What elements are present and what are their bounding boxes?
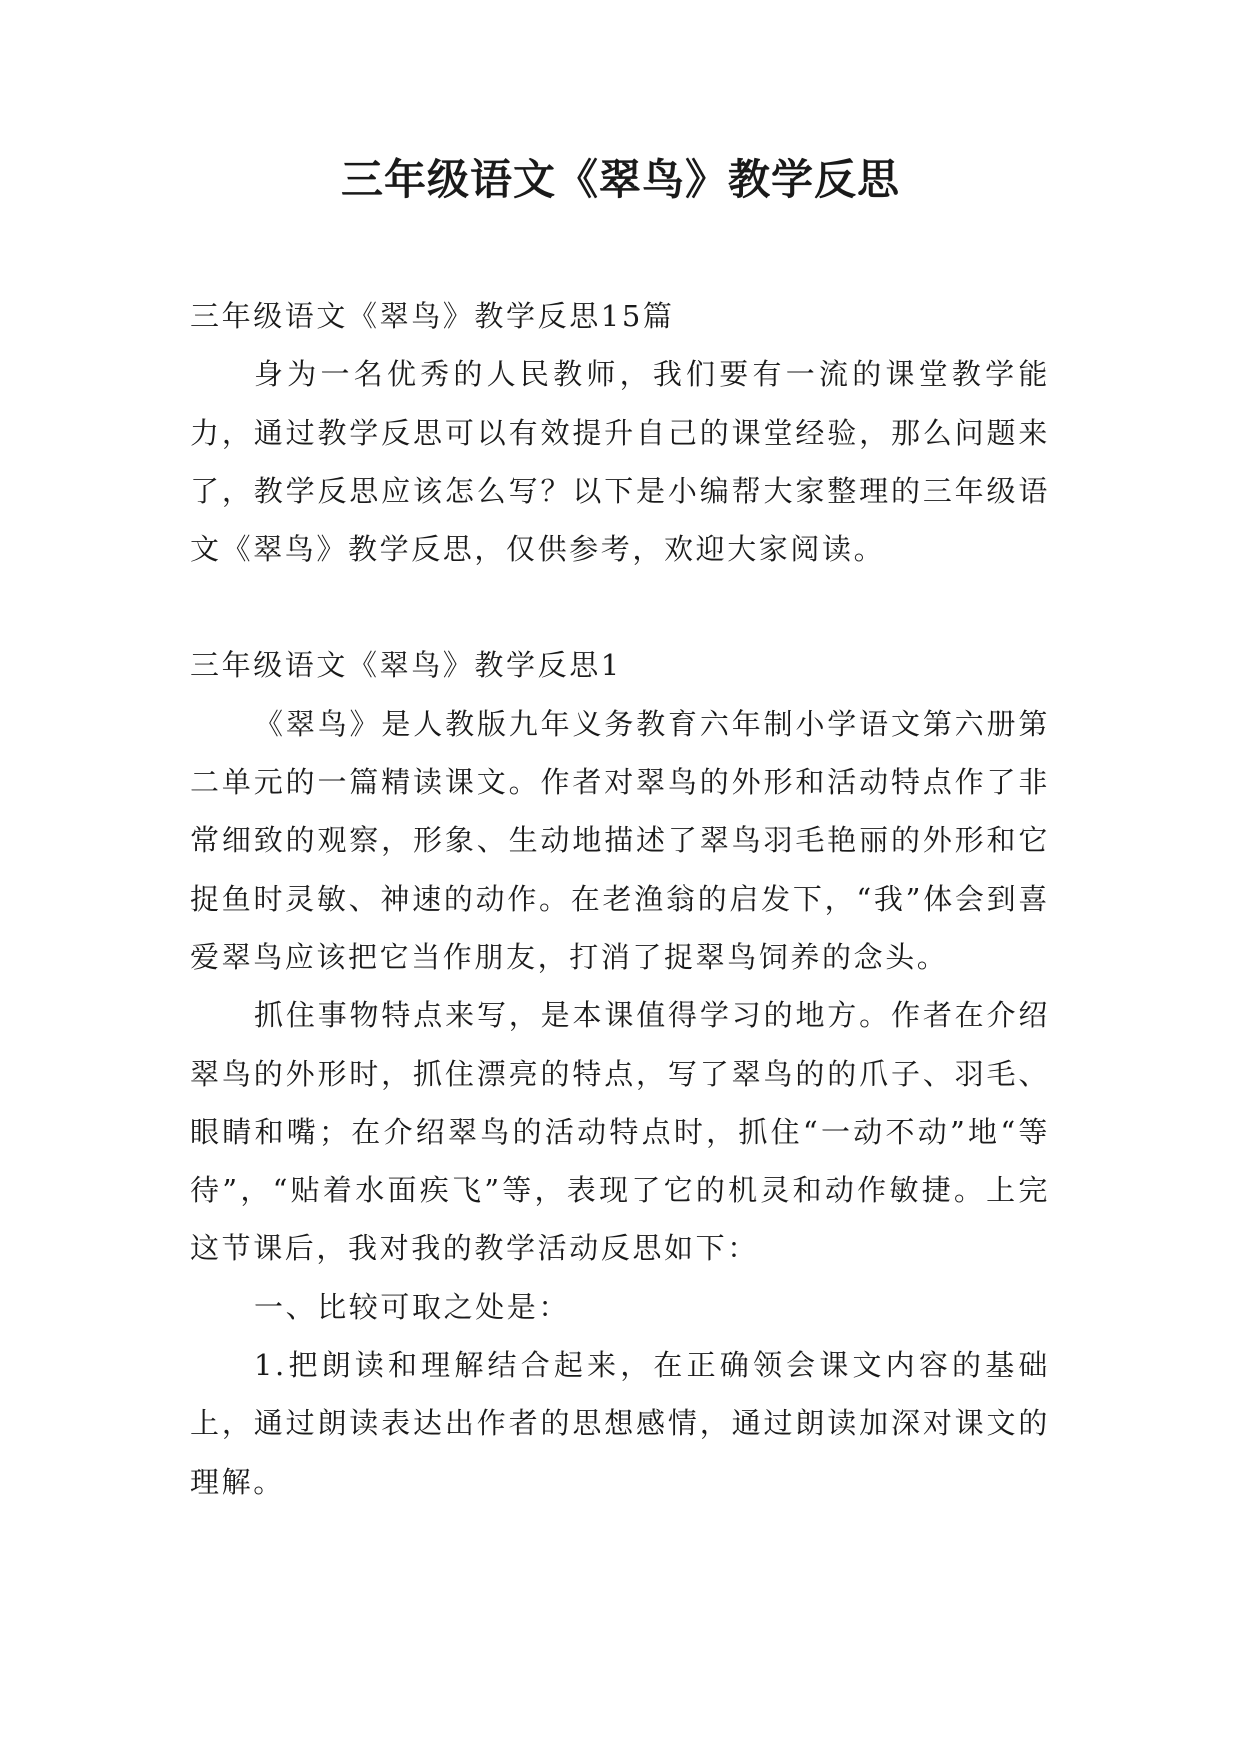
section-heading: 三年级语文《翠鸟》教学反思1 [190,648,622,683]
paragraph-spacer [190,578,1050,636]
list-item: 1.把朗读和理解结合起来，在正确领会课文内容的基础上，通过朗读表达出作者的思想感情，通过朗读加深对课文的理解。 [190,1348,1050,1499]
document-body [190,287,1050,1511]
document-title: 三年级语文《翠鸟》教学反思 [340,155,900,204]
body-paragraph: 抓住事物特点来写，是本课值得学习的地方。作者在介绍翠鸟的外形时，抓住漂亮的特点，写了翠鸟的的爪子、羽毛、眼睛和嘴；在介绍翠鸟的活动特点时，抓住“一动不动”地“等待”，“贴着水面疾飞”等，表现了它的机灵和动作敏捷。上完这节课后，我对我的教学活动反思如下： [190,998,1050,1266]
list-heading: 一、比较可取之处是： [254,1289,571,1324]
document-subtitle: 三年级语文《翠鸟》教学反思15篇 [190,299,675,333]
body-paragraph: 《翠鸟》是人教版九年义务教育六年制小学语文第六册第二单元的一篇精读课文。作者对翠鸟的外形和活动特点作了非常细致的观察，形象、生动地描述了翠鸟羽毛艳丽的外形和它捉鱼时灵敏、神速的动作。在老渔翁的启发下，“我”体会到喜爱翠鸟应该把它当作朋友，打消了捉翠鸟饲养的念头。 [190,706,1050,974]
intro-paragraph: 身为一名优秀的人民教师，我们要有一流的课堂教学能力，通过教学反思可以有效提升自己的课堂经验，那么问题来了，教学反思应该怎么写？以下是小编帮大家整理的三年级语文《翠鸟》教学反思，仅供参考，欢迎大家阅读。 [190,357,1050,567]
